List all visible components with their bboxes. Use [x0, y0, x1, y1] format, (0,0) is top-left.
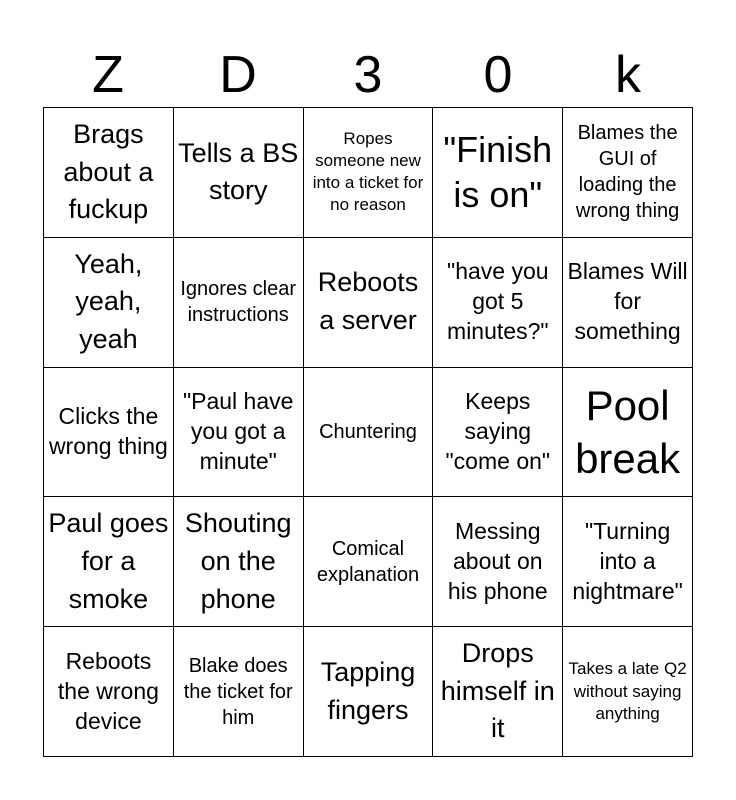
bingo-cell-r1c3[interactable] [304, 108, 434, 238]
bingo-grid [43, 107, 693, 757]
bingo-cell-r3c1[interactable] [44, 368, 174, 498]
cell-text: "Paul have you got a minute" [182, 388, 294, 474]
bingo-cell-r5c3[interactable] [304, 627, 434, 757]
bingo-cell-r1c4[interactable] [433, 108, 563, 238]
cell-text: Reboots the wrong device [57, 647, 159, 734]
cell-text: "Turning into a nightmare" [572, 517, 683, 604]
bingo-cell-r5c4[interactable] [433, 627, 563, 757]
bingo-cell-r2c4[interactable] [433, 238, 563, 368]
cell-text: "Finish is on" [443, 129, 553, 216]
bingo-cell-r4c4[interactable] [433, 497, 563, 627]
bingo-cell-r3c5[interactable] [563, 368, 693, 498]
bingo-cell-r2c2[interactable] [174, 238, 304, 368]
bingo-cell-r4c2[interactable] [174, 497, 304, 627]
cell-text: Blames the GUI of loading the wrong thing [575, 122, 680, 223]
header-letter-2: D [219, 46, 257, 104]
bingo-cell-r2c1[interactable] [44, 238, 174, 368]
bingo-cell-r5c2[interactable] [174, 627, 304, 757]
cell-text: Takes a late Q2 without saying anything [568, 659, 687, 723]
header-letter-5: k [615, 46, 641, 104]
bingo-cell-r4c5[interactable] [563, 497, 693, 627]
header-letter-3: 3 [353, 46, 383, 104]
cell-text: Messing about on his phone [447, 517, 548, 604]
cell-text: Ignores clear instructions [180, 278, 296, 327]
bingo-cell-r3c2[interactable] [174, 368, 304, 498]
bingo-cell-r4c3[interactable] [304, 497, 434, 627]
bingo-cell-r3c3[interactable] [304, 368, 434, 498]
cell-text: Ropes someone new into a ticket for no reason [312, 129, 424, 215]
bingo-header [43, 44, 693, 106]
cell-text: Chuntering [319, 420, 417, 443]
header-letter-4: 0 [483, 46, 513, 104]
cell-text: Paul goes for a smoke [48, 508, 169, 614]
bingo-cell-r4c1[interactable] [44, 497, 174, 627]
cell-text: Tells a BS story [178, 137, 299, 206]
cell-text: Clicks the wrong thing [48, 403, 168, 459]
cell-text: Brags about a fuckup [63, 118, 154, 225]
cell-text: Yeah, yeah, yeah [74, 248, 143, 355]
cell-text: Blake does the ticket for him [183, 654, 293, 729]
bingo-cell-r5c5[interactable] [563, 627, 693, 757]
bingo-cell-r2c3[interactable] [304, 238, 434, 368]
bingo-cell-r5c1[interactable] [44, 627, 174, 757]
bingo-cell-r1c1[interactable] [44, 108, 174, 238]
header-letter-1: Z [92, 46, 124, 104]
cell-text: Shouting on the phone [184, 508, 292, 614]
bingo-cell-r3c4[interactable] [433, 368, 563, 498]
cell-text: Keeps saying "come on" [445, 388, 551, 474]
bingo-cell-r1c2[interactable] [174, 108, 304, 238]
cell-text: Tapping fingers [320, 656, 416, 725]
cell-text: "have you got 5 minutes?" [447, 258, 549, 345]
bingo-cell-r2c5[interactable] [563, 238, 693, 368]
bingo-cell-r1c5[interactable] [563, 108, 693, 238]
cell-text: Blames Will for something [567, 258, 688, 345]
cell-text: Comical explanation [316, 537, 420, 586]
cell-text: Drops himself in it [440, 637, 555, 744]
cell-text: Reboots a server [317, 267, 419, 336]
cell-text: Pool break [575, 381, 681, 482]
